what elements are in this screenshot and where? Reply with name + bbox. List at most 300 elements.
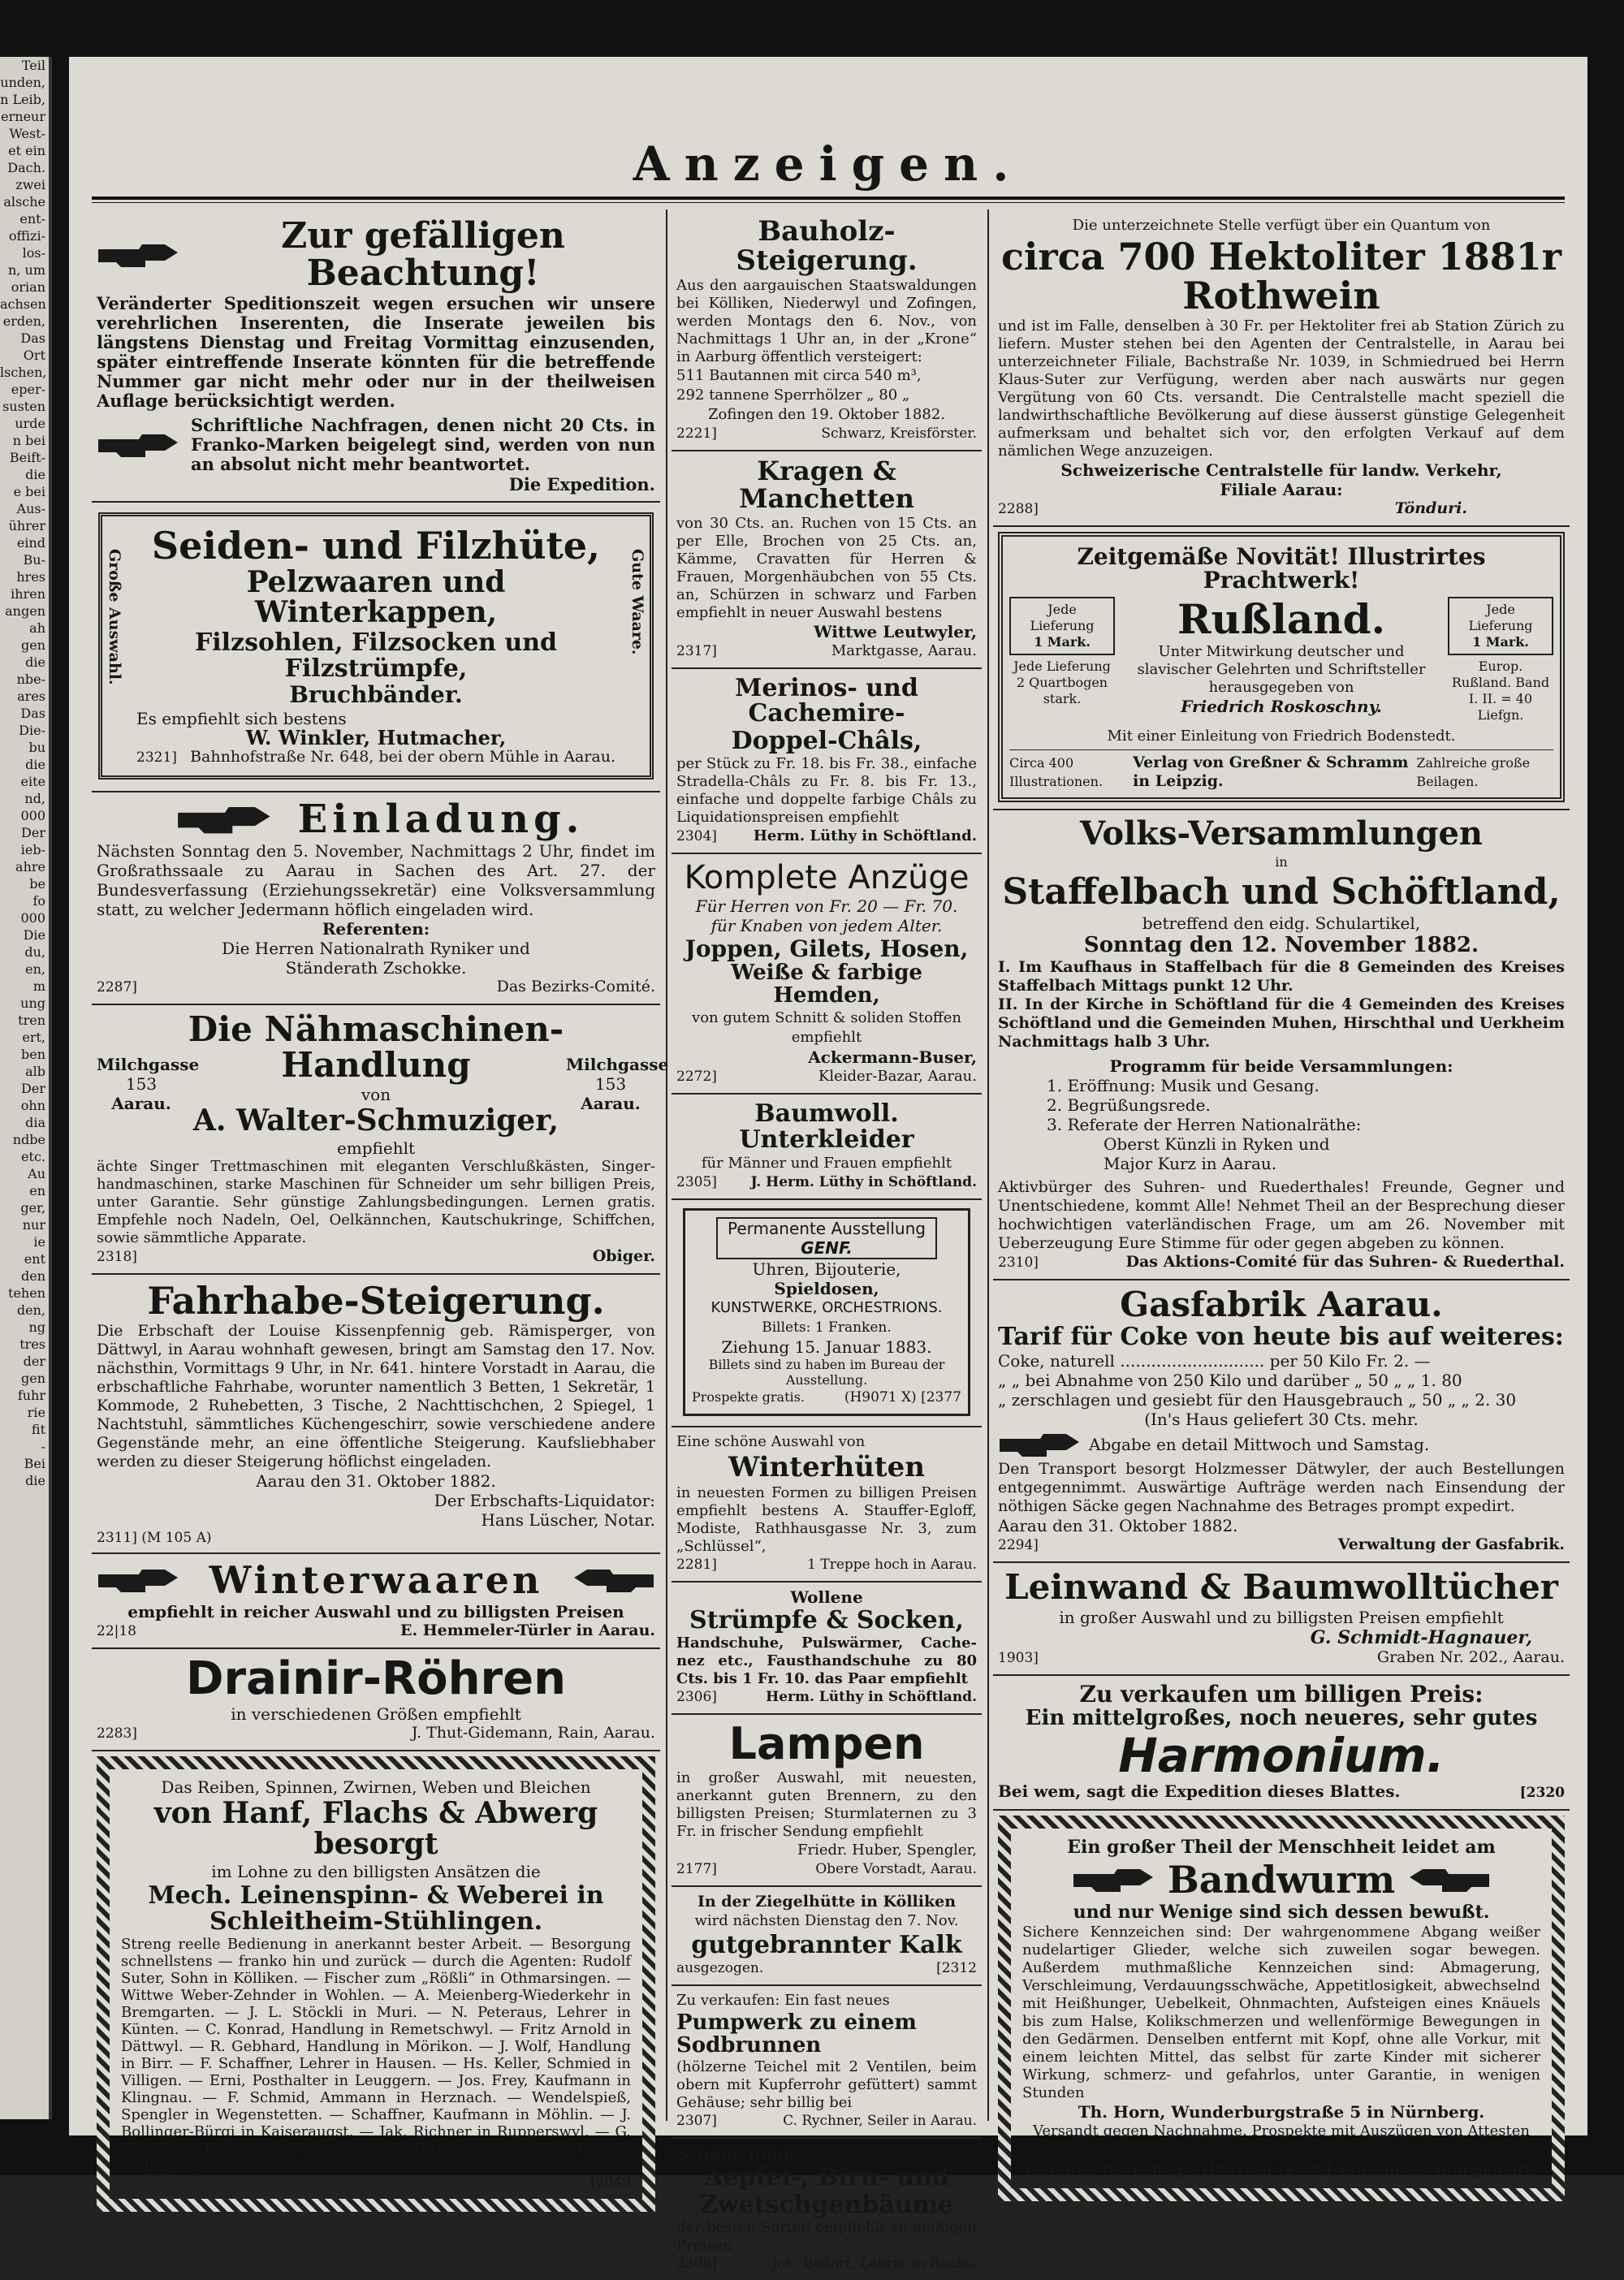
previous-page-edge xyxy=(0,57,52,2119)
previous-page-fragment: ah xyxy=(29,620,45,636)
ad-number: 2287] xyxy=(97,979,137,996)
column-rule xyxy=(666,209,667,2121)
ad-signature: Verwaltung der Gasfabrik. xyxy=(1337,1535,1565,1554)
previous-page-fragment: Au xyxy=(28,1166,45,1181)
previous-page-fragment: m xyxy=(32,978,45,994)
previous-page-fragment: Der xyxy=(21,825,45,840)
previous-page-fragment: alsche xyxy=(3,194,45,209)
ad-signature: Herm. Lüthy in Schöftland. xyxy=(766,1689,977,1706)
pointing-hand-icon xyxy=(1072,1864,1156,1895)
previous-page-fragment: ihren xyxy=(11,586,45,602)
ad-body: per Stück zu Fr. 18. bis Fr. 38., einfache Stradella-Châls zu Fr. 8. bis Fr. 13., einfache und doppelte farbige Châls zu Liquidationspreisen empfiehlt xyxy=(676,755,977,827)
ad-body: 511 Bautannen mit circa 540 m³, xyxy=(676,367,922,385)
previous-page-fragment: n, um xyxy=(8,262,45,278)
ad-price-box: Jede Lieferung 1 Mark. Jede Lieferung 2 Quartbogen stark. xyxy=(1009,597,1115,710)
pointing-hand-icon xyxy=(571,1565,655,1596)
previous-page-fragment: angen xyxy=(5,603,45,619)
ad-body: Oberst Künzli in Ryken und xyxy=(1104,1134,1330,1154)
previous-page-fragment: ent- xyxy=(19,211,45,227)
ad-body: der besten Sorten empfiehlt zu mäßigen Preisen xyxy=(676,2219,977,2255)
previous-page-fragment: 000 xyxy=(20,910,45,926)
ad-signature: Hans Lüscher, Notar. xyxy=(481,1510,655,1531)
ad-beachtung xyxy=(92,211,660,503)
previous-page-fragment: susten xyxy=(2,399,45,414)
ad-body: betreffend den eidg. Schulartikel, xyxy=(1142,913,1421,933)
previous-page-fragment: n bei xyxy=(12,433,45,448)
ad-body: Streng reelle Bedienung in anerkannt bester Arbeit. — Besorgung schnellstens — franko hin und zurück — durch die Agenten: Rudolf Suter, Sohn in Kölliken. — Fischer zum „Rößli“ in Othmarsingen. — Wittwe Weber-Zehnder in Wohlen. — A. Meienberg-Wiederkehr in Bremgarten. — J. L. Stöckli in Muri. — N. Peteraus, Lehrer in Künten. — C. Konrad, Handlung in Remetschwyl. — Fritz Arnold in Dättwyl. — R. Gebhard, Handlung in Mörikon. — J. Wolf, Handlung in Birr. — F. Schaffner, Lehrer in Hausen. — Hs. Keller, Schmied in Villigen. — Erni, Posthalter in Leuggern. — Jos. Frey, Kaufmann in Klingnau. — F. Schmid, Ammann in Herznach. — Wendelspieß, Spengler in Wegenstetten. — Schaffner, Kaufmann in Möhlin. — J. Bollinger-Bürgi in Kaiseraugst. — Jak. Richner in Rupperswyl. — G. Winkler in Kaisten. — Herm. Meyer in Birmenstorf. — Albin Frey in Mellingen. xyxy=(121,1936,631,2175)
ad-body: in neuesten Formen zu billigen Preisen empfiehlt bestens A. Stauffer-Egloff, Modiste, Rathhausgasse Nr. 3, zum „Schlüssel“, xyxy=(676,1483,977,1555)
ad-subheading: Ein mittelgroßes, noch neueres, sehr gutes xyxy=(1025,1705,1538,1730)
ad-date: Zofingen den 19. Oktober 1882. xyxy=(707,406,946,424)
ad-body: (hölzerne Teichel mit 2 Ventilen, beim obern mit Kupferrohr gefüttert) sammt Gehäuse; sehr billig bei xyxy=(676,2058,977,2112)
ad-number: (H9071 X) [2377 xyxy=(844,1389,961,1406)
ad-subheading: Wollene xyxy=(790,1587,863,1607)
pointing-hand-icon xyxy=(998,1429,1082,1460)
ad-number: 2317] xyxy=(676,642,717,659)
column-3 xyxy=(993,211,1570,2179)
ad-number: 2310] xyxy=(998,1254,1039,1271)
ad-address: 1 Treppe hoch in Aarau. xyxy=(807,1556,977,1573)
ad-body: Aus den aargauischen Staatswaldungen bei Kölliken, Niederwyl und Zofingen, werden Montags den 6. Nov., von Nachmittags 1 Uhr an, in der „Krone“ in Aarburg öffentlich versteigert: xyxy=(676,277,977,366)
ad-body: Spieldosen, xyxy=(774,1279,879,1299)
ad-title: Drainir-Röhren xyxy=(186,1652,566,1705)
ad-anzuege xyxy=(672,854,982,1095)
previous-page-fragment: n Leib, xyxy=(0,92,45,107)
ad-kragen xyxy=(672,451,982,668)
ad-body: 1. Eröffnung: Musik und Gesang. xyxy=(1047,1075,1320,1095)
ad-number: 2221] xyxy=(676,425,717,443)
previous-page-fragment: tehen xyxy=(8,1285,45,1301)
column-2 xyxy=(672,211,982,2273)
previous-page-fragment: - xyxy=(41,1439,45,1454)
previous-page-fragment: den xyxy=(20,1268,45,1284)
ad-bauholz xyxy=(672,211,982,451)
ad-title: Strümpfe & Socken, xyxy=(689,1605,964,1634)
ad-merinos xyxy=(672,669,982,855)
ad-title: circa 700 Hektoliter 1881r Rothwein xyxy=(1000,235,1562,318)
ad-hanf xyxy=(92,1751,660,2218)
previous-page-fragment: eper- xyxy=(11,382,45,397)
ad-body: Billets: 1 Franken. xyxy=(762,1319,892,1336)
previous-page-fragment: ert, xyxy=(22,1030,45,1045)
previous-page-fragment: ie xyxy=(33,1234,45,1250)
previous-page-fragment: eind xyxy=(16,535,45,551)
ad-advertiser: Th. Horn, Wunderburgstraße 5 in Nürnberg. xyxy=(1078,2101,1485,2122)
previous-page-fragment: unden, xyxy=(0,75,45,90)
ad-number: 2288] xyxy=(998,500,1039,517)
ad-body: Handschuhe, Pulswärmer, Cache-nez etc., Fausthandschuhe zu 80 Cts. bis 1 Fr. 10. das Paar empfiehlt xyxy=(676,1634,977,1688)
previous-page-fragment: alb xyxy=(25,1064,45,1079)
ad-ausstellung xyxy=(672,1200,982,1427)
ad-body: 2. Begrüßungsrede. xyxy=(1047,1095,1211,1115)
ad-body: „ zerschlagen und gesiebt für den Hausgebrauch „ 50 „ „ 2. 30 xyxy=(998,1390,1517,1410)
ad-einladung xyxy=(92,792,660,1005)
ad-body: Es empfiehlt sich bestens xyxy=(136,708,347,728)
ad-number: 2283] xyxy=(97,1725,137,1742)
ad-address: Obere Vorstadt, Aarau. xyxy=(815,1860,977,1877)
ad-number: 2281] xyxy=(676,1556,717,1573)
section-header: Anzeigen. xyxy=(633,136,1024,192)
ad-subheading: Zu verkaufen um billigen Preis: xyxy=(1079,1680,1484,1708)
previous-page-fragment: tres xyxy=(19,1336,45,1352)
ad-body: In der Ziegelhütte in Kölliken xyxy=(697,1892,957,1911)
ad-advertiser: W. Winkler, Hutmacher, xyxy=(245,725,507,749)
ad-title: Lampen xyxy=(728,1718,925,1770)
ad-date: Ziehung 15. Januar 1883. xyxy=(721,1337,932,1358)
ad-body: KUNSTWERKE, ORCHESTRIONS. xyxy=(710,1299,943,1317)
previous-page-fragment: fuhr xyxy=(17,1388,45,1403)
ad-body: Bei wem, sagt die Expedition dieses Blattes. xyxy=(998,1781,1401,1802)
ad-body: empfiehlt xyxy=(336,1138,416,1159)
ad-body: Sichere Kennzeichen sind: Der wahrgenommene Abgang weißer nudelartiger Glieder, welche sich zuweilen sogar bewegen. Außerdem muthmaßliche Kennzeichen sind: Abmagerung, Verschleimung, Verdauungsschwäche, Appetitlosigkeit, abwechselnd mit Heißhunger, Uebelkeit, Ohnmachten, Aufsteigen eines Knäuels bis zum Halse, Kolikschmerzen und wellenförmige Bewegungen in den Gedärmen. Denselben entfernt mit Kopf, ohne alle Vorkur, mit einem leichten Mittel, das selbst für zarte Kinder mit sicherer Wirkung, schmerz- und gefahrlos, unter Garantie, in wenigen Stunden xyxy=(1022,1923,1540,2101)
ad-body: Ständerath Zschokke. xyxy=(285,958,467,978)
previous-page-fragment: Das xyxy=(20,330,45,346)
ad-body: für Männer und Frauen empfiehlt xyxy=(701,1155,952,1172)
previous-page-fragment: ührer xyxy=(8,518,45,533)
previous-page-fragment: erden, xyxy=(2,313,45,329)
ad-date: Aarau den 31. Oktober 1882. xyxy=(256,1471,496,1492)
previous-page-fragment: ares xyxy=(17,689,45,704)
ad-subheading: Zu verkaufen: Ein fast neues xyxy=(676,1992,890,2010)
ad-title: Gasfabrik Aarau. xyxy=(1120,1284,1443,1324)
ad-address: Milchgasse 153 Aarau. xyxy=(97,1055,200,1114)
ad-title: Einladung. xyxy=(297,796,585,842)
ad-signature: J. Thut-Gidemann, Rain, Aarau. xyxy=(411,1724,655,1742)
previous-page-fragment: gen xyxy=(20,637,45,653)
ad-address: Kleider-Bazar, Aarau. xyxy=(818,1068,977,1086)
ad-subheading: Programm für beide Versammlungen: xyxy=(1109,1056,1453,1076)
ad-struempfe xyxy=(672,1583,982,1716)
ad-address: Milchgasse 153 Aarau. xyxy=(566,1055,669,1114)
ad-title: Baumwoll. Unterkleider xyxy=(739,1099,914,1154)
ad-naehmaschinen xyxy=(92,1005,669,1275)
ad-body: und ist im Falle, denselben à 30 Fr. per Hektoliter frei ab Station Zürich zu liefern. Muster stehen bei den Agenten der Centralstelle, in Aarau bei unterzeichneter Filiale, Bachstraße Nr. 1039, in Schmiedrued bei Herrn Klaus-Suter zur Verfügung, werden aber nach auswärts nur gegen Vergütung von 60 Cts. versandt. Die Centralstelle macht speziell die landwirthschaftliche Bevölkerung auf diese äusserst günstige Gelegenheit aufmerksam und behaltet sich vor, den erfolgten Verkauf auf dem nämlichen Wege anzuzeigen. xyxy=(998,317,1565,460)
ad-body: in großer Auswahl und zu billigsten Preisen empfiehlt xyxy=(1059,1607,1504,1627)
ad-body: von gutem Schnitt & soliden Stoffen empfiehlt xyxy=(692,1009,961,1047)
ad-title: von Hanf, Flachs & Abwerg besorgt xyxy=(153,1796,598,1862)
ad-body: Die Erbschaft der Louise Kissenpfennig geb. Rämisperger, von Dättwyl, in Aarau wohnhaft gewesen, bringt am Samstag den 17. Nov. nächsthin, Vormittags 9 Uhr, in Nr. 641. hintere Vorstadt in Aarau, die erbschaftliche Fahrhabe, worunter namentlich 3 Betten, 1 Sekretär, 1 Kommode, 2 Ruhebetten, 3 Tische, 2 Nachttischchen, 2 Spiegel, 1 Nachtstuhl, sämmtliches Küchengeschirr, sowie verschiedene andere Gegenstände mehr, an eine öffentliche Steigerung. Kaufsliebhaber werden zu dieser Steigerung höflichst eingeladen. xyxy=(97,1322,655,1471)
ad-subheading: Tarif für Coke von heute bis auf weiteres: xyxy=(998,1322,1564,1351)
previous-page-fragment: nur xyxy=(22,1217,45,1233)
ad-address: Marktgasse, Aarau. xyxy=(831,641,977,659)
ad-body: Versandt gegen Nachnahme. Prospekte mit Auszügen von Attesten gratis und franko. xyxy=(1032,2122,1531,2159)
ad-address: Bahnhofstraße Nr. 648, bei der obern Mühle in Aarau. xyxy=(190,747,615,766)
previous-page-fragment: rie xyxy=(27,1405,45,1420)
ad-title: Pumpwerk zu einem Sodbrunnen xyxy=(676,2010,917,2058)
ad-body: (In's Haus geliefert 30 Cts. mehr. xyxy=(1144,1410,1419,1430)
previous-page-fragment: Die xyxy=(23,927,45,943)
ad-body: II. In der Kirche in Schöftland für die 4 Gemeinden des Kreises Schöftland und die Gemeinden Muhen, Hirschthal und Uerkheim Nachmittags halb 3 Uhr. xyxy=(998,995,1565,1051)
ad-harmonium xyxy=(993,1676,1570,1811)
ad-body: 3. Referate der Herren Nationalräthe: xyxy=(1047,1114,1362,1134)
previous-page-fragment: West- xyxy=(9,126,45,141)
ad-body: Coke, naturell ............................ per 50 Kilo Fr. 2. — xyxy=(998,1351,1431,1371)
previous-page-fragment: ben xyxy=(20,1047,45,1062)
ad-advertiser: A. Walter-Schmuziger, xyxy=(192,1103,559,1138)
ad-body: in verschiedenen Größen empfiehlt xyxy=(231,1704,521,1725)
ad-body: für Knaben von jedem Alter. xyxy=(710,916,943,936)
ad-rothwein xyxy=(993,211,1570,527)
ad-body: Circa 400 Illustrationen. xyxy=(1009,755,1104,790)
ad-title: Permanente Ausstellung GENF. xyxy=(716,1217,937,1259)
newspaper-page xyxy=(69,57,1587,2273)
ad-subheading: und nur Wenige sind sich dessen bewußt. xyxy=(1073,1901,1490,1923)
ad-title: Staffelbach und Schöftland, xyxy=(1002,871,1561,913)
previous-page-fragment: eite xyxy=(20,774,45,789)
previous-page-fragment: ung xyxy=(20,995,45,1011)
previous-page-fragment: Der xyxy=(21,1081,45,1096)
ad-subheading: Ein großer Theil der Menschheit leidet am xyxy=(1067,1837,1496,1859)
ad-signature: Herm. Lüthy in Schöftland. xyxy=(753,827,977,845)
ad-title: Bandwurm xyxy=(1167,1858,1396,1902)
previous-page-fragment: Die- xyxy=(19,723,45,738)
ad-title: Zwetschgenbäume xyxy=(699,2190,954,2219)
ad-number: 1903] xyxy=(998,1649,1039,1666)
ad-body: Uhren, Bijouterie, xyxy=(752,1259,901,1280)
ad-title: Winterhüten xyxy=(728,1451,925,1484)
ad-title: Kragen & Manchetten xyxy=(739,456,914,514)
ad-title: gutgebrannter Kalk xyxy=(691,1930,962,1959)
ad-body: ächte Singer Trettmaschinen mit eleganten Verschlußkästen, Singer-handmaschinen, starke Maschinen für Schneider um sehr billigen Preis, unter Garantie. Sehr günstige Zahlungsbedingungen. Lernen gratis. Empfehle noch Nadeln, Oel, Oelkännchen, Kautschukringe, Schiffchen, sowie sämmtliche Apparate. xyxy=(97,1158,655,1247)
ad-title: Aepfel-, Birn- und xyxy=(704,2163,949,2192)
previous-page-fragment: bu xyxy=(28,740,45,755)
previous-page-fragment: die xyxy=(25,654,45,670)
ad-body: von xyxy=(361,1085,391,1105)
ad-signature: Schwarz, Kreisförster. xyxy=(821,425,977,443)
ad-body: Mit einer Einleitung von Friedrich Bodenstedt. xyxy=(1107,728,1456,745)
ad-price-box: Jede Lieferung 1 Mark. Europ. Rußland. Band I. II. = 40 Liefgn. xyxy=(1448,597,1553,727)
previous-page-fragment: ger, xyxy=(20,1200,45,1216)
ad-fahrhabe xyxy=(92,1275,660,1554)
ad-title: Die Nähmaschinen-Handlung xyxy=(188,1009,564,1086)
ad-signature: Filiale Aarau: xyxy=(1220,479,1343,499)
ad-body: Schriftliche Nachfragen, denen nicht 20 Cts. in Franko-Marken beigelegt sind, werden von nun an absolut nicht mehr beantwortet. xyxy=(191,415,655,475)
previous-page-fragment: en xyxy=(29,1183,45,1198)
ad-advertiser: Friedrich Roskoschny. xyxy=(1181,696,1382,716)
ad-subheading: Weiße & farbige Hemden, xyxy=(731,961,922,1008)
ad-advertiser: G. Schmidt-Hagnauer, xyxy=(1310,1626,1532,1648)
previous-page-fragment: Bei xyxy=(24,1456,45,1471)
previous-page-fragment: die xyxy=(25,467,45,482)
ad-title: Bruchbänder. xyxy=(289,681,463,709)
ad-subheading: Referenten: xyxy=(322,919,430,939)
previous-page-fragment: orian xyxy=(11,279,45,295)
ad-body: Zahlreiche große Beilagen. xyxy=(1416,755,1531,790)
ad-body: in großer Auswahl, mit neuesten, anerkannt guten Brennern, zu den billigsten Preisen; Sturmlaternen zu 3 Fr. in frischer Sendung empfiehlt xyxy=(676,1768,977,1840)
ad-body: Prospekte gratis. xyxy=(692,1389,805,1406)
previous-page-fragment: Beift- xyxy=(9,450,45,465)
previous-page-fragment: gen xyxy=(20,1371,45,1386)
ad-body: Das Reiben, Spinnen, Zwirnen, Weben und Bleichen xyxy=(161,1777,591,1798)
column-rule xyxy=(987,209,989,2121)
ad-body: von 30 Cts. an. Ruchen von 15 Cts. an per Elle, Brochen von 25 Cts. an, Kämme, Cravatten für Herren & Frauen, Morgenhäubchen von 55 Cts. an, Schürzen in schwarz und Farben empfiehlt in neuer Auswahl bestens xyxy=(676,514,977,621)
ad-kalk xyxy=(672,1887,982,1987)
ad-signature: Die Expedition. xyxy=(508,474,655,495)
previous-page-fragment: dia xyxy=(25,1115,45,1130)
ad-date: Aarau den 31. Oktober 1882. xyxy=(998,1516,1238,1536)
header-rule xyxy=(92,196,1565,203)
column-1 xyxy=(92,211,669,2191)
ad-baumwoll xyxy=(672,1095,982,1200)
ad-signature: E. Hemmeler-Türler in Aarau. xyxy=(400,1621,655,1639)
previous-page-fragment: be xyxy=(29,876,45,892)
previous-page-fragment: lschen, xyxy=(0,365,47,380)
ad-body: Garantie für Erfolg! (H8516a) [1586] Tausende schon geheilt! xyxy=(1026,2161,1537,2179)
ad-body: Den Transport besorgt Holzmesser Dätwyler, der auch Bestellungen entgegennimmt. Auswärtige Aufträge werden nach Einsendung der nöthigen Säcke gegen Nachnahme des Betrages prompt expedirt. xyxy=(998,1460,1565,1516)
previous-page-fragment: fit xyxy=(31,1422,45,1437)
previous-page-fragment: urde xyxy=(15,416,45,431)
ad-signature: Der Erbschafts-Liquidator: xyxy=(434,1491,655,1511)
ad-number: 2308] xyxy=(676,2256,717,2273)
previous-page-fragment: du, xyxy=(24,944,45,960)
previous-page-fragment: den, xyxy=(16,1302,45,1318)
ad-signature: Tönduri. xyxy=(1394,499,1467,517)
ad-body: wird nächsten Dienstag den 7. Nov. xyxy=(694,1911,959,1929)
ad-bandwurm xyxy=(993,1811,1570,2207)
ad-hute xyxy=(92,503,660,792)
ad-title: Winterwaaren xyxy=(209,1558,543,1603)
ad-number: 2306] xyxy=(676,1689,717,1706)
previous-page-fragment: etc. xyxy=(21,1149,45,1164)
ad-body: Billets sind zu haben im Bureau der Ausstellung. xyxy=(708,1357,945,1388)
ad-gasfabrik xyxy=(993,1280,1570,1564)
ad-body: „ „ bei Abnahme von 250 Kilo und darüber „ 50 „ „ 1. 80 xyxy=(998,1371,1462,1391)
previous-page-fragment: erneur xyxy=(1,109,45,124)
ad-body: Abgabe en detail Mittwoch und Samstag. xyxy=(1089,1435,1430,1455)
previous-page-fragment: der xyxy=(23,1354,45,1369)
previous-page-fragment: Teil xyxy=(21,58,45,73)
ad-number: [2320 xyxy=(1519,1785,1565,1802)
ad-number: 2304] xyxy=(676,828,717,845)
ad-title: Pelzwaaren und Winterkappen, xyxy=(246,564,506,630)
ad-title: Filzsohlen, Filzsocken und Filzstrümpfe, xyxy=(194,628,558,683)
ad-signature: C. Rychner, Seiler in Aarau. xyxy=(783,2113,977,2130)
ad-number: 2321] xyxy=(136,749,177,766)
ad-title: Bauholz-Steigerung. xyxy=(736,215,918,277)
previous-page-fragment: hres xyxy=(16,569,45,585)
ad-body: Unter Mitwirkung deutscher und slavischer Gelehrten und Schriftsteller herausgegeben von xyxy=(1137,642,1426,696)
ad-title: Leinwand & Baumwolltücher xyxy=(1004,1567,1558,1608)
previous-page-fragment: ahre xyxy=(15,859,45,874)
ad-body: Die Herren Nationalrath Ryniker und xyxy=(222,939,530,959)
ad-number: 2311] (M 105 A) xyxy=(97,1530,212,1547)
ad-signature: Joh. Boßart, Lehrer in Buchs. xyxy=(771,2256,977,2273)
previous-page-fragment: ng xyxy=(28,1319,45,1335)
ad-drainir xyxy=(92,1649,660,1752)
ad-number: 2307] xyxy=(676,2113,717,2130)
ad-title: Komplete Anzüge xyxy=(684,859,970,897)
ad-pumpwerk xyxy=(672,1986,982,2139)
ad-russland xyxy=(993,527,1570,811)
ad-number: 2318] xyxy=(97,1249,137,1266)
ad-date: Sonntag den 12. November 1882. xyxy=(1083,932,1479,957)
side-label: Gute Waare. xyxy=(628,549,646,655)
previous-page-fragment: die xyxy=(25,1473,45,1488)
ad-subheading: Schöne junge xyxy=(676,2144,800,2164)
ad-signature: Wittwe Leutwyler, xyxy=(814,621,977,641)
ad-signature: Obiger. xyxy=(592,1247,655,1266)
ad-signature: Das Aktions-Comité für das Suhren- & Ruederthal. xyxy=(1125,1252,1565,1271)
pointing-hand-icon xyxy=(1406,1864,1491,1895)
previous-page-fragment: los- xyxy=(22,245,45,261)
ad-body: Eine schöne Auswahl von xyxy=(676,1433,866,1451)
ad-body: Major Kurz in Aarau. xyxy=(1104,1153,1277,1173)
ad-body: Nächsten Sonntag den 5. November, Nachmittags 2 Uhr, findet im Großrathssaale zu Aarau in Sachen des Art. 27. der Bundesverfassung (Erziehungssekretär) eine Volksversammlung statt, zu welcher Jedermann höflich eingeladen wird. xyxy=(97,841,655,920)
ad-body: Aktivbürger des Suhren- und Ruederthales! Freunde, Gegner und Unentschiedene, kommt Alle! Nehmet Theil an der Besprechung dieser hochwichtigen vaterländischen Frage, um am 26. November mit Ueberzeugung Eure Stimme für oder gegen abgeben zu können. xyxy=(998,1177,1565,1252)
ad-volksversammlung xyxy=(993,810,1570,1280)
ad-address: Graben Nr. 202., Aarau. xyxy=(1376,1647,1565,1666)
ad-title: Zeitgemäße Novität! Illustrirtes Prachtwerk! xyxy=(1077,542,1486,594)
previous-page-fragment: ohn xyxy=(20,1098,45,1113)
side-label: Große Auswahl. xyxy=(106,549,123,685)
previous-page-fragment: Bu- xyxy=(23,552,45,568)
previous-page-fragment: Aus- xyxy=(16,501,45,516)
ad-title: Seiden- und Filzhüte, xyxy=(151,524,601,568)
ad-winterwaaren xyxy=(92,1554,660,1648)
ad-title: Merinos- und Cachemire- xyxy=(735,673,918,728)
previous-page-fragment: nd, xyxy=(24,791,45,806)
ad-title: Harmonium. xyxy=(1118,1728,1445,1784)
ad-signature: Ackermann-Buser, xyxy=(808,1047,977,1068)
pointing-hand-icon xyxy=(168,801,282,837)
previous-page-fragment: ent xyxy=(24,1251,45,1267)
ad-body: ausgezogen. xyxy=(676,1960,764,1977)
previous-page-fragment: 000 xyxy=(20,808,45,823)
ad-number: 2294] xyxy=(998,1537,1039,1554)
ad-advertiser: Mech. Leinenspinn- & Weberei in Schleitheim-Stühlingen. xyxy=(148,1881,604,1936)
ad-body: im Lohne zu den billigsten Ansätzen die xyxy=(211,1862,541,1882)
ad-body: Veränderter Speditionszeit wegen ersuchen wir unsere verehrlichen Inserenten, die Inserate jeweilen bis längstens Dienstag und Freitag Vormittag einzusenden, später eintreffende Inserate könnten für die betreffende Nummer gar nicht mehr oder nur in der theilweisen Auflage berücksichtigt werden. xyxy=(97,293,655,412)
previous-page-fragment: offizi- xyxy=(8,228,45,244)
ad-signature: Verlag von Greßner & Schramm in Leipzig. xyxy=(1133,754,1409,791)
ad-title: Doppel-Châls, xyxy=(731,726,922,755)
ad-body: Für Herren von Fr. 20 — Fr. 70. xyxy=(695,896,958,917)
previous-page-fragment: die xyxy=(25,757,45,772)
pointing-hand-icon xyxy=(97,430,181,460)
previous-page-fragment: tren xyxy=(18,1013,45,1028)
ad-number: [2049 xyxy=(590,2174,631,2191)
previous-page-fragment: ndbe xyxy=(12,1132,45,1147)
previous-page-fragment: et ein xyxy=(8,143,45,158)
ad-leinwand xyxy=(993,1563,1570,1675)
ad-obstbaeume xyxy=(672,2139,982,2280)
ad-body: 292 tannene Sperrhölzer „ 80 „ xyxy=(676,386,910,404)
ad-number: 2177] xyxy=(676,1860,717,1877)
previous-page-fragment: ieb- xyxy=(20,842,45,857)
previous-page-fragment: achsen xyxy=(0,296,46,312)
ad-number: 2272] xyxy=(676,1069,717,1086)
ad-signature: Friedr. Huber, Spengler, xyxy=(797,1841,977,1859)
ad-subheading: Joppen, Gilets, Hosen, xyxy=(685,935,969,963)
previous-page-fragment: en, xyxy=(25,961,45,977)
ad-body: empfiehlt in reicher Auswahl und zu billigsten Preisen xyxy=(127,1601,624,1621)
pointing-hand-icon xyxy=(97,240,181,270)
ad-number: [2312 xyxy=(936,1960,977,1977)
previous-page-fragment: e bei xyxy=(13,484,45,499)
previous-page-fragment: nbe- xyxy=(16,671,45,687)
previous-page-fragment: zwei xyxy=(15,177,45,192)
previous-page-fragment: fo xyxy=(32,893,45,909)
ad-title: Zur gefälligen Beachtung! xyxy=(281,215,565,295)
ad-signature: Schweizerische Centralstelle für landw. Verkehr, xyxy=(1060,460,1502,480)
ad-body: in xyxy=(1275,854,1288,870)
previous-page-fragment: Ort xyxy=(23,348,45,363)
ad-body: Die unterzeichnete Stelle verfügt über ein Quantum von xyxy=(1072,217,1491,234)
ad-number: 2305] xyxy=(676,1174,717,1191)
pointing-hand-icon xyxy=(97,1565,181,1596)
ad-title: Fahrhabe-Steigerung. xyxy=(147,1279,605,1324)
ad-number: 22|18 xyxy=(97,1622,136,1639)
